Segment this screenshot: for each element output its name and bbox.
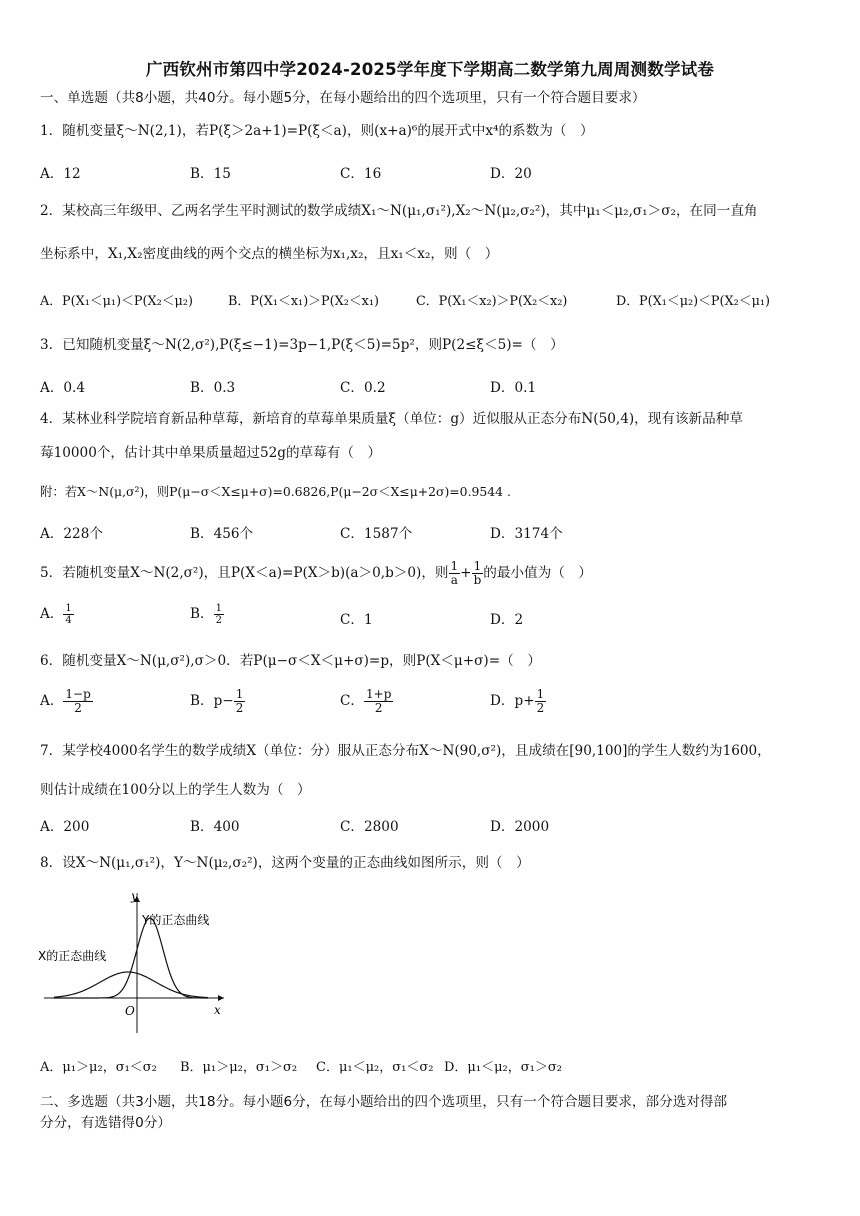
- option-c[interactable]: C．P(X₁＜x₂)＞P(X₂＜x₂): [416, 294, 568, 309]
- exam-title: 广西钦州市第四中学2024-2025学年度下学期高二数学第九周周测数学试卷: [145, 60, 715, 79]
- x-curve-label: X的正态曲线: [38, 949, 107, 963]
- question-3-stem: 3．已知随机变量ξ～N(2,σ²),P(ξ≤−1)=3p−1,P(ξ＜5)=5p²，则P(2≤ξ＜5)=（ ）: [40, 337, 564, 353]
- question-5-stem-end: 的最小值为（ ）: [483, 565, 592, 581]
- section-2-heading-line-1: 二、多选题（共3小题，共18分。每小题6分，在每小题给出的四个选项里，只有一个符合题目要求，部分选对得部: [40, 1094, 728, 1110]
- option-d[interactable]: D．20: [490, 166, 532, 182]
- question-6-options: [40, 687, 830, 715]
- normal-curves-figure: [36, 888, 236, 1038]
- origin-label: O: [125, 1004, 135, 1018]
- question-5-stem: 5．若随机变量X～N(2,σ²)，且P(X＜a)=P(X＞b)(a＞0,b＞0)，则 $\frac{1}{a}$ + $\frac{1}{b}$ 的最小值为（ ）: [40, 559, 592, 587]
- option-b[interactable]: B．0.3: [190, 380, 236, 396]
- question-3-options: [40, 376, 830, 398]
- y-curve-label: Y的正态曲线: [142, 913, 210, 927]
- question-7-options: [40, 815, 830, 837]
- question-8-options: [40, 1056, 830, 1078]
- option-a[interactable]: A．0.4: [40, 380, 86, 396]
- option-d[interactable]: D．P(X₁＜μ₂)＜P(X₂＜μ₁): [616, 294, 771, 309]
- x-normal-curve: [54, 972, 208, 998]
- x-axis-label: x: [214, 1003, 221, 1017]
- option-d[interactable]: D．p+ $\frac{1}{2}$: [490, 687, 545, 715]
- option-c[interactable]: C．2800: [340, 819, 399, 835]
- question-4-stem-line-2: 莓10000个，估计其中单果质量超过52g的草莓有（ ）: [40, 445, 382, 461]
- question-2-stem-line-2: 坐标系中，X₁,X₂密度曲线的两个交点的横坐标为x₁,x₂，且x₁＜x₂，则（ ）: [40, 246, 499, 262]
- y-axis-label: y: [131, 889, 138, 903]
- section-1-heading: 一、单选题（共8小题，共40分。每小题5分，在每小题给出的四个选项里，只有一个符合题目要求）: [40, 90, 646, 106]
- option-c[interactable]: C．16: [340, 166, 382, 182]
- question-4-stem-line-1: 4．某林业科学院培育新品种草莓，新培育的草莓单果质量ξ（单位：g）近似服从正态分布N(50,4)，现有该新品种草: [40, 411, 743, 427]
- option-a[interactable]: A．μ₁＞μ₂，σ₁＜σ₂: [40, 1060, 157, 1075]
- option-c[interactable]: C．μ₁＜μ₂，σ₁＜σ₂: [316, 1060, 434, 1075]
- option-a[interactable]: A．12: [40, 166, 81, 182]
- question-1-stem: 1．随机变量ξ～N(2,1)，若P(ξ＞2a+1)=P(ξ＜a)，则(x+a)⁶的展开式中x⁴的系数为（ ）: [40, 123, 594, 139]
- option-a[interactable]: A． $\frac{1-p}{2}$: [40, 687, 91, 715]
- question-4-note: 附：若X～N(μ,σ²)，则P(μ−σ＜X≤μ+σ)=0.6826,P(μ−2σ＜X≤μ+2σ)=0.9544 .: [40, 484, 511, 499]
- question-2-stem-line-1: 2．某校高三年级甲、乙两名学生平时测试的数学成绩X₁～N(μ₁,σ₁²),X₂～N(μ₂,σ₂²)，其中μ₁＜μ₂,σ₁＞σ₂，在同一直角: [40, 203, 758, 219]
- fraction-1-over-a: $\frac{1}{a}$: [450, 559, 459, 587]
- fraction-1-over-b: $\frac{1}{b}$: [473, 559, 482, 587]
- option-d[interactable]: D．2000: [490, 819, 550, 835]
- question-7-stem-line-1: 7．某学校4000名学生的数学成绩X（单位：分）服从正态分布X～N(90,σ²)，且成绩在[90,100]的学生人数约为1600，: [40, 743, 771, 759]
- question-5-stem-start: 5．若随机变量X～N(2,σ²)，且P(X＜a)=P(X＞b)(a＞0,b＞0)，则: [40, 565, 449, 581]
- option-b[interactable]: B．456个: [190, 526, 254, 542]
- option-b[interactable]: B．p− $\frac{1}{2}$: [190, 687, 244, 715]
- option-b[interactable]: B．15: [190, 166, 231, 182]
- option-a[interactable]: A．200: [40, 819, 90, 835]
- option-c[interactable]: C．1587个: [340, 526, 413, 542]
- question-7-stem-line-2: 则估计成绩在100分以上的学生人数为（ ）: [40, 782, 311, 798]
- question-2-options: [40, 290, 830, 312]
- option-d[interactable]: D．3174个: [490, 526, 563, 542]
- question-4-options: [40, 522, 830, 544]
- question-8-stem: 8．设X～N(μ₁,σ₁²)，Y～N(μ₂,σ₂²)，这两个变量的正态曲线如图所示，则（ ）: [40, 855, 530, 871]
- option-c[interactable]: C． $\frac{1+p}{2}$: [340, 687, 392, 715]
- option-d[interactable]: D．2: [490, 612, 524, 628]
- question-6-stem: 6．随机变量X～N(μ,σ²),σ＞0．若P(μ−σ＜X＜μ+σ)=p，则P(X＜μ+σ)=（ ）: [40, 653, 541, 669]
- option-c[interactable]: C．1: [340, 612, 373, 628]
- option-b[interactable]: B．P(X₁＜x₁)＞P(X₂＜x₁): [228, 294, 379, 309]
- section-2-heading-line-2: 分分，有选错得0分）: [40, 1115, 171, 1131]
- option-d[interactable]: D．0.1: [490, 380, 537, 396]
- option-b[interactable]: B．400: [190, 819, 240, 835]
- option-a[interactable]: A．228个: [40, 526, 103, 542]
- option-a[interactable]: A． $\frac{1}{4}$: [40, 603, 72, 626]
- option-b[interactable]: B． $\frac{1}{2}$: [190, 603, 222, 626]
- question-1-options: [40, 162, 830, 184]
- option-d[interactable]: D．μ₁＜μ₂，σ₁＞σ₂: [444, 1060, 562, 1075]
- option-c[interactable]: C．0.2: [340, 380, 386, 396]
- option-a[interactable]: A．P(X₁＜μ₁)＜P(X₂＜μ₂): [40, 294, 193, 309]
- option-b[interactable]: B．μ₁＞μ₂，σ₁＞σ₂: [180, 1060, 298, 1075]
- question-5-options: [40, 602, 830, 628]
